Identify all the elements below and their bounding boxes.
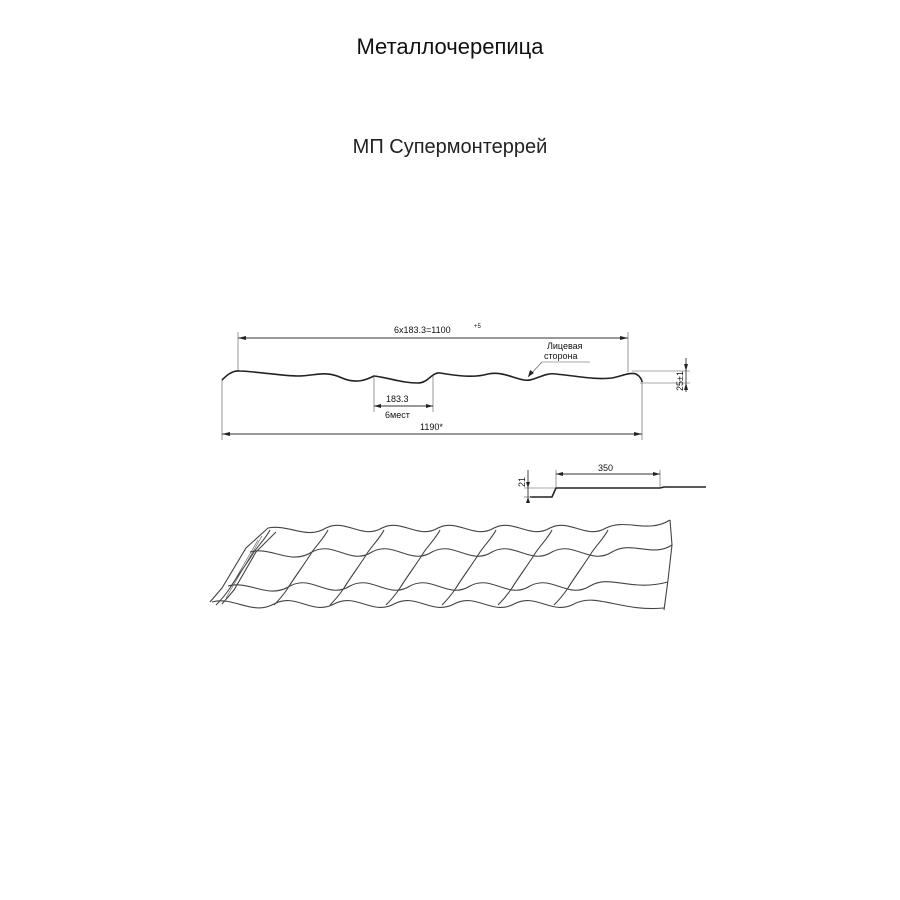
pitch-arrow-right	[620, 336, 628, 340]
total-width-arrow-left	[222, 432, 230, 436]
places-label: 6мест	[385, 410, 410, 420]
step-height-label: 21	[517, 476, 527, 487]
sheet-bottom-edge	[212, 600, 664, 608]
cross-section-profile	[222, 371, 642, 383]
sheet-ridge-line	[274, 530, 328, 605]
sheet-ridge-line	[442, 530, 496, 605]
sheet-ridge-line	[216, 530, 270, 605]
total-width-arrow-right	[634, 432, 642, 436]
pitch-arrow-left	[238, 336, 246, 340]
sheet-left-edge	[210, 528, 268, 602]
sheet-ridge-line	[386, 530, 440, 605]
single-pitch-arrow-left	[374, 404, 381, 408]
step-length-label: 350	[598, 463, 614, 473]
height-arrow-top	[684, 364, 688, 371]
face-side-arrow	[528, 370, 534, 377]
step-profile-view	[517, 463, 706, 503]
perspective-sheet-view	[210, 520, 672, 610]
sheet-left-edge-inner	[222, 532, 276, 604]
sheet-ridge-line	[498, 530, 552, 605]
sheet-step-row-2	[228, 582, 668, 591]
step-length-arrow-right	[653, 472, 660, 476]
step-profile-line	[530, 487, 706, 497]
step-height-arrow-bottom	[526, 497, 530, 503]
sheet-ridge-line	[330, 530, 384, 605]
page-title: Металлочерепица	[356, 34, 544, 59]
total-width-label: 1190*	[420, 422, 443, 432]
sheet-ridges	[216, 530, 608, 605]
product-name: МП Супермонтеррей	[352, 136, 548, 158]
sheet-top-edge	[268, 520, 670, 533]
face-side-label-line2: сторона	[544, 351, 578, 361]
sheet-ridge-line	[554, 530, 608, 605]
overall-pitch-label: 6x183.3=1100	[394, 325, 451, 335]
face-side-label-line1: Лицевая	[547, 341, 583, 351]
step-length-arrow-left	[556, 472, 563, 476]
single-pitch-arrow-right	[426, 404, 433, 408]
height-label: 25±1	[675, 371, 685, 391]
single-pitch-label: 183.3	[386, 394, 409, 404]
cross-section-view	[222, 324, 690, 440]
overall-pitch-tolerance: +5	[474, 324, 481, 330]
sheet-right-edge	[664, 520, 672, 610]
